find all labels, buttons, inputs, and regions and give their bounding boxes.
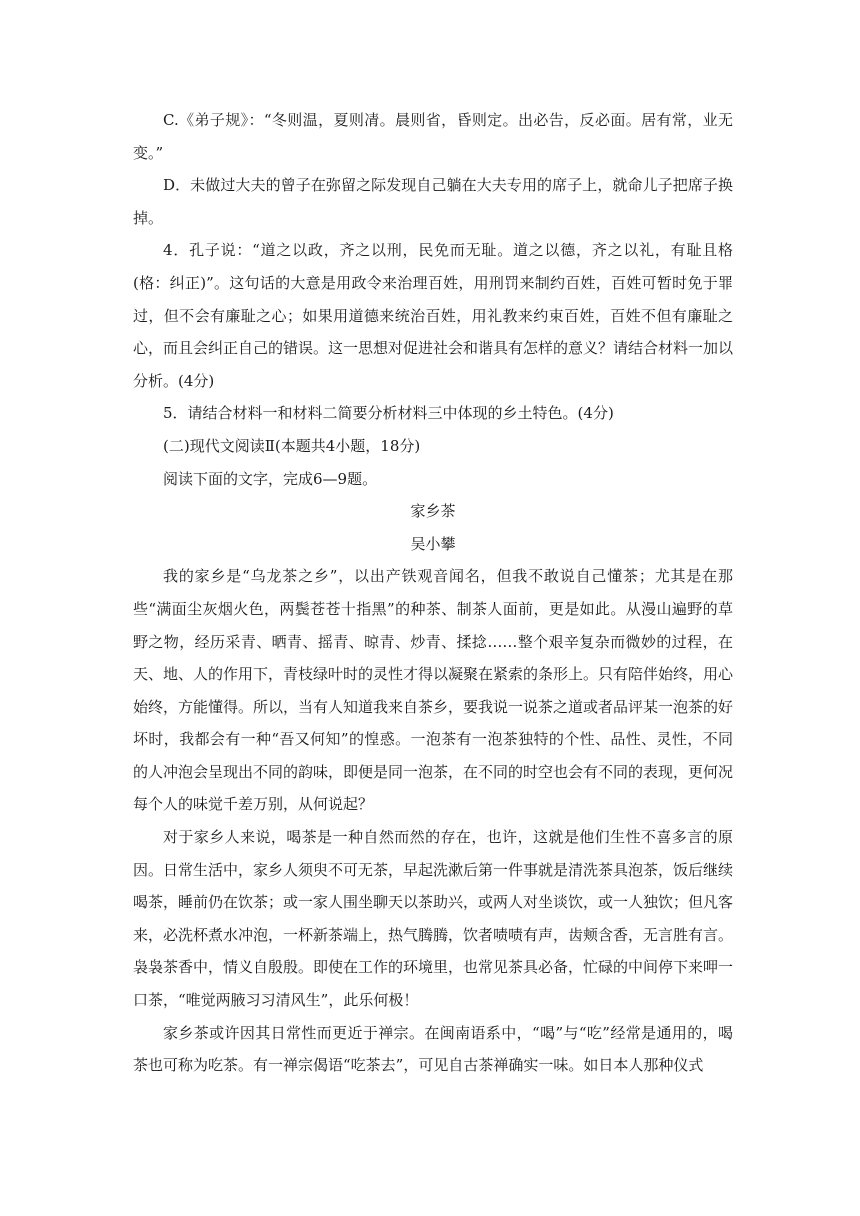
article-paragraph: 对于家乡人来说，喝茶是一种自然而然的存在，也许，这就是他们生性不喜多言的原因。日常生活中，家乡人须臾不可无茶，早起洗漱后第一件事就是清洗茶具泡茶，饭后继续喝茶，睡前仍在饮茶；或一家人围坐聊天以茶助兴，或两人对坐谈饮，或一人独饮；但凡客来，必洗杯煮水冲泡，一杯新茶端上，热气腾腾，饮者啧啧有声，齿颊含香，无言胜有言。袅袅茶香中，情义自殷殷。即使在工作的环境里，也常见茶具必备，忙碌的中间停下来呷一口茶，“唯觉两腋习习清风生”，此乐何极！ (133, 828, 734, 1010)
document-body (133, 104, 733, 1082)
reading-instruction: 阅读下面的文字，完成6—9题。 (163, 469, 378, 488)
option-c: C.《弟子规》：“冬则温，夏则凊。晨则省，昏则定。出必告，反必面。居有常，业无变。” (133, 111, 733, 162)
article-author: 吴小攀 (410, 534, 456, 553)
question-5: 5．请结合材料一和材料二简要分析材料三中体现的乡土特色。(4分) (163, 404, 614, 423)
article-paragraph: 家乡茶或许因其日常性而更近于禅宗。在闽南语系中，“喝”与“吃”经常是通用的，喝茶也可称为吃茶。有一禅宗偈语“吃茶去”，可见自古茶禅确实一味。如日本人那种仪式 (133, 1023, 733, 1075)
section-heading: (二)现代文阅读Ⅱ(本题共4小题，18分) (163, 436, 421, 455)
article-title: 家乡茶 (410, 502, 456, 521)
article-paragraph: 我的家乡是“乌龙茶之乡”，以出产铁观音闻名，但我不敢说自己懂茶；尤其是在那些“满面尘灰烟火色，两鬓苍苍十指黑”的种茶、制茶人面前，更是如此。从漫山遍野的草野之物，经历采青、晒青、摇青、晾青、炒青、揉捻……整个艰辛复杂而微妙的过程，在天、地、人的作用下，青枝绿叶时的灵性才得以凝聚在紧索的条形上。只有陪伴始终，用心始终，方能懂得。所以，当有人知道我来自茶乡，要我说一说茶之道或者品评某一泡茶的好坏时，我都会有一种“吾又何知”的惶惑。一泡茶有一泡茶独特的个性、品性、灵性，不同的人冲泡会呈现出不同的韵味，即便是同一泡茶，在不同的时空也会有不同的表现，更何况每个人的味觉千差万别，从何说起？ (133, 567, 734, 814)
option-d: D．未做过大夫的曾子在弥留之际发现自己躺在大夫专用的席子上，就命儿子把席子换掉。 (133, 176, 733, 227)
question-4: 4．孔子说：“道之以政，齐之以刑，民免而无耻。道之以德，齐之以礼，有耻且格(格：纠正)”。这句话的大意是用政令来治理百姓，用刑罚来制约百姓，百姓可暂时免于罪过，但不会有廉耻之心；如果用道德来统治百姓，用礼教来约束百姓，百姓不但有廉耻之心，而且会纠正自己的错误。这一思想对促进社会和谐具有怎样的意义？请结合材料一加以分析。(4分) (133, 241, 734, 390)
